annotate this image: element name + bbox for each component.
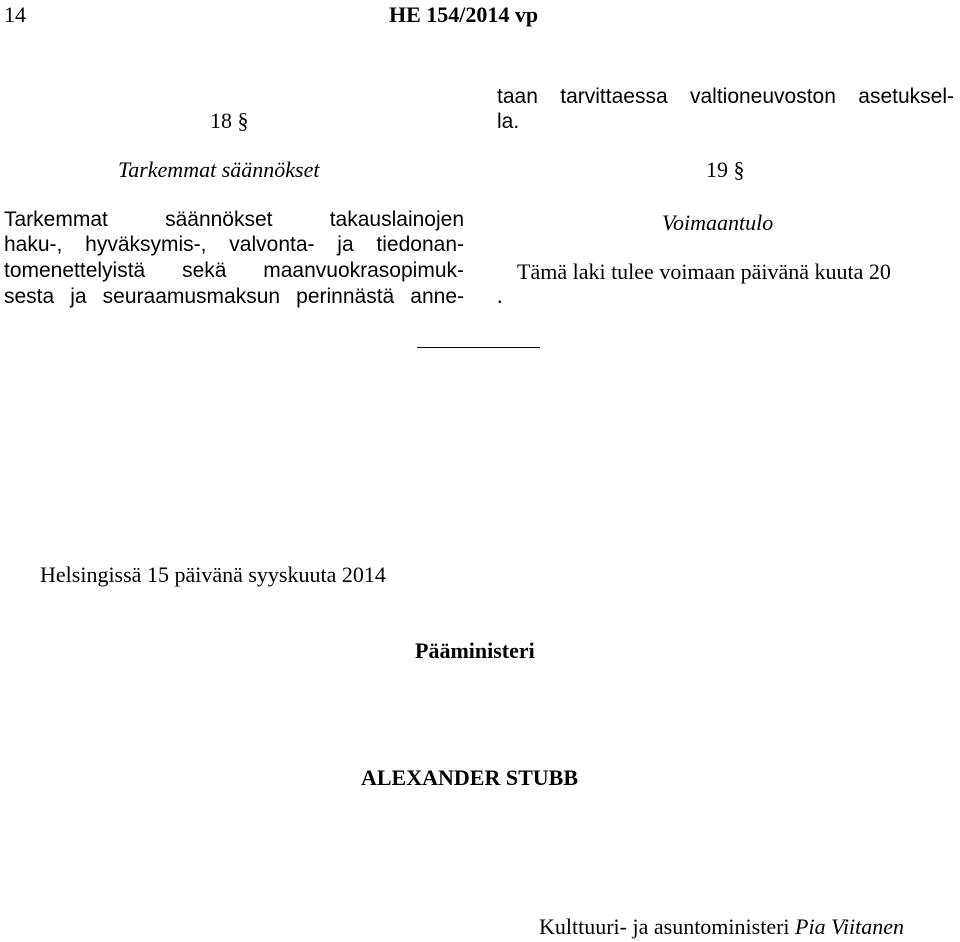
countersignature bbox=[539, 914, 904, 940]
section-18-line-4: sesta ja seuraamusmaksun perinnästä anne- bbox=[4, 285, 464, 308]
minister-name: Pia Viitanen bbox=[795, 914, 904, 939]
page-number: 14 bbox=[4, 2, 26, 27]
section-19-number: 19 § bbox=[706, 157, 745, 182]
section-18-line-1: Tarkemmat säännökset takauslainojen bbox=[4, 208, 464, 231]
section-18-number: 18 § bbox=[210, 108, 249, 133]
section-18-title: Tarkemmat säännökset bbox=[118, 157, 320, 182]
section-19-title: Voimaantulo bbox=[662, 210, 774, 235]
place-and-date: Helsingissä 15 päivänä syyskuuta 2014 bbox=[40, 562, 386, 587]
minister-title: Kulttuuri- ja asuntoministeri bbox=[539, 914, 790, 939]
section-18-line-3: tomenettelyistä sekä maanvuokrasopimuk- bbox=[4, 259, 464, 282]
section-19-line-2: . bbox=[497, 283, 503, 308]
section-18-line-2: haku-, hyväksymis-, valvonta- ja tiedonan- bbox=[4, 233, 464, 256]
document-id: HE 154/2014 vp bbox=[389, 2, 539, 27]
prime-minister-name: ALEXANDER STUBB bbox=[361, 765, 578, 790]
separator-rule bbox=[417, 347, 540, 348]
continuation-line-2: la. bbox=[497, 110, 520, 133]
prime-minister-title: Pääministeri bbox=[415, 638, 535, 663]
continuation-line-1: taan tarvittaessa valtioneuvoston asetuksel- bbox=[497, 85, 954, 108]
section-19-line-1: Tämä laki tulee voimaan päivänä kuuta 20 bbox=[517, 259, 891, 284]
